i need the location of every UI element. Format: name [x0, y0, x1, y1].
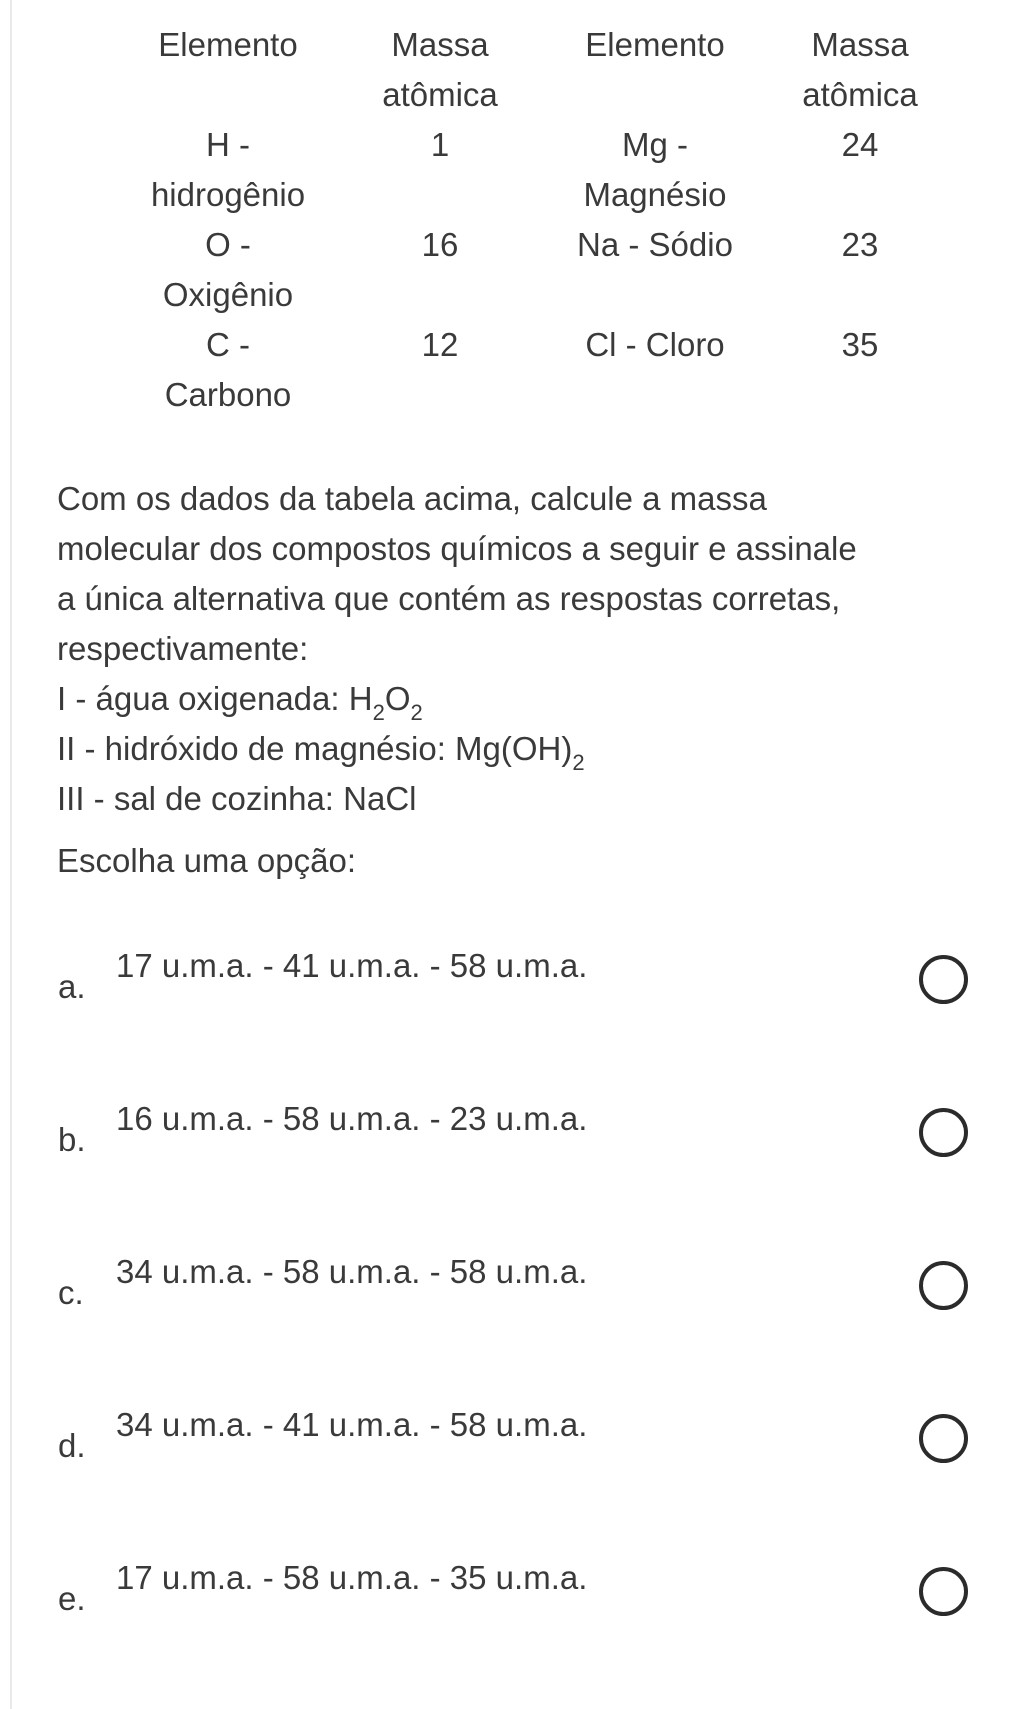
table-header-element-1: Elemento — [158, 26, 298, 63]
table-header-element-2: Elemento — [585, 26, 725, 63]
question-line: Com os dados da tabela acima, calcule a massa — [57, 480, 767, 517]
table-header-mass-2: Massa atômica — [802, 26, 918, 113]
table-cell-mass: 35 — [841, 326, 879, 363]
option-letter: a. — [58, 968, 86, 1005]
table-cell-mass: 24 — [841, 126, 879, 163]
formula-h2o2: $H_2O_2$ — [348, 680, 423, 725]
option-letter: d. — [58, 1427, 86, 1464]
table-cell-element: H - hidrogênio — [150, 126, 306, 213]
question-line: respectivamente: — [57, 630, 309, 667]
formula-mgoh2: $Mg(OH)_2$ — [455, 730, 585, 775]
formula-nacl: NaCl — [343, 780, 417, 817]
option-letter: b. — [58, 1121, 86, 1158]
table-cell-element: C - Carbono — [164, 326, 292, 413]
option-text[interactable]: 17 u.m.a. - 41 u.m.a. - 58 u.m.a. — [116, 947, 588, 984]
table-cell-mass: 1 — [430, 126, 450, 163]
question-line: a única alternativa que contém as respostas corretas, — [57, 580, 841, 617]
option-b[interactable] — [0, 1083, 1009, 1203]
table-cell-element: O - Oxigênio — [162, 226, 294, 313]
option-text[interactable]: 34 u.m.a. - 58 u.m.a. - 58 u.m.a. — [116, 1253, 588, 1290]
radio-button-a[interactable] — [919, 955, 968, 1004]
radio-button-e[interactable] — [919, 1567, 968, 1616]
radio-button-b[interactable] — [919, 1108, 968, 1157]
question-text — [57, 474, 987, 824]
option-d[interactable] — [0, 1389, 1009, 1509]
table-cell-mass: 12 — [421, 326, 459, 363]
option-text[interactable]: 16 u.m.a. - 58 u.m.a. - 23 u.m.a. — [116, 1100, 588, 1137]
compound-item-1: I - água oxigenada: $H_2O_2$ — [57, 680, 423, 725]
table-cell-element: Na - Sódio — [577, 226, 733, 263]
compound-item-3: III - sal de cozinha: NaCl — [57, 780, 417, 817]
table-cell-element: Cl - Cloro — [585, 326, 725, 363]
compound-item-2: II - hidróxido de magnésio: $Mg(OH)_2$ — [57, 730, 585, 775]
option-letter: e. — [58, 1580, 86, 1617]
table-header-mass-1: Massa atômica — [382, 26, 498, 113]
option-text[interactable]: 34 u.m.a. - 41 u.m.a. - 58 u.m.a. — [116, 1406, 588, 1443]
option-text[interactable]: 17 u.m.a. - 58 u.m.a. - 35 u.m.a. — [116, 1559, 588, 1596]
question-line: molecular dos compostos químicos a seguir e assinale — [57, 530, 857, 567]
table-cell-mass: 16 — [421, 226, 459, 263]
radio-button-d[interactable] — [919, 1414, 968, 1463]
table-cell-element: Mg - Magnésio — [583, 126, 727, 213]
option-a[interactable] — [0, 930, 1009, 1050]
radio-button-c[interactable] — [919, 1261, 968, 1310]
option-c[interactable] — [0, 1236, 1009, 1356]
choose-option-prompt: Escolha uma opção: — [57, 842, 357, 879]
table-cell-mass: 23 — [841, 226, 879, 263]
option-letter: c. — [58, 1274, 84, 1311]
option-e[interactable] — [0, 1542, 1009, 1662]
